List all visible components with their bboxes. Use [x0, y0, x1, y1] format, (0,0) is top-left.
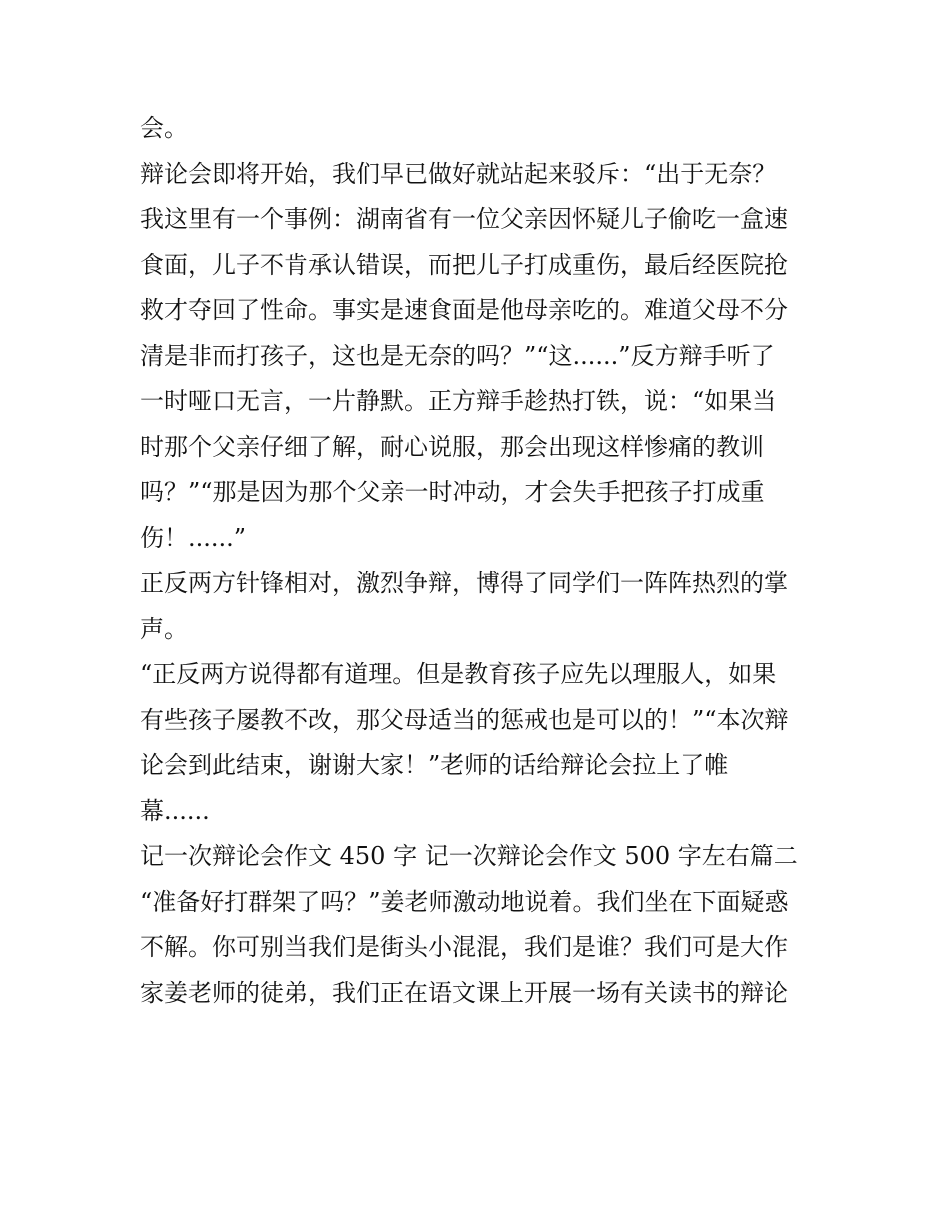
document-body: [140, 106, 820, 1016]
text-line: 幕......: [140, 796, 210, 825]
text-line: 不解。你可别当我们是街头小混混，我们是谁？我们可是大作: [140, 933, 788, 961]
text-line: 正反两方针锋相对，激烈争辩，博得了同学们一阵阵热烈的掌: [140, 569, 788, 597]
text-line: 伤！......”: [140, 523, 247, 552]
text-line: 辩论会即将开始，我们早已做好就站起来驳斥：“出于无奈？: [140, 159, 777, 188]
text-line: 一时哑口无言，一片静默。正方辩手趁热打铁，说：“如果当: [140, 387, 777, 415]
text-line: 救才夺回了性命。事实是速食面是他母亲吃的。难道父母不分: [140, 296, 788, 324]
text-line: 家姜老师的徒弟，我们正在语文课上开展一场有关读书的辩论: [140, 978, 788, 1007]
text-line: 食面，儿子不肯承认错误，而把儿子打成重伤，最后经医院抢: [140, 250, 788, 279]
text-line: “准备好打群架了吗？”姜老师激动地说着。我们坐在下面疑惑: [140, 887, 789, 916]
text-line: 我这里有一个事例：湖南省有一位父亲因怀疑儿子偷吃一盒速: [140, 205, 788, 233]
text-line: 会。: [140, 114, 188, 142]
text-line: 有些孩子屡教不改，那父母适当的惩戒也是可以的！”“本次辩: [140, 705, 789, 734]
text-line: 吗？”“那是因为那个父亲一时冲动，才会失手把孩子打成重: [140, 478, 765, 506]
text-line: 清是非而打孩子，这也是无奈的吗？”“这......”反方辩手听了: [140, 341, 775, 370]
section-heading: 记一次辩论会作文 450 字 记一次辩论会作文 500 字左右篇二: [140, 842, 798, 870]
text-line: 声。: [140, 614, 188, 643]
text-line: “正反两方说得都有道理。但是教育孩子应先以理服人，如果: [140, 660, 777, 688]
text-line: 论会到此结束，谢谢大家！”老师的话给辩论会拉上了帷: [140, 751, 729, 779]
text-line: 时那个父亲仔细了解，耐心说服，那会出现这样惨痛的教训: [140, 432, 764, 461]
